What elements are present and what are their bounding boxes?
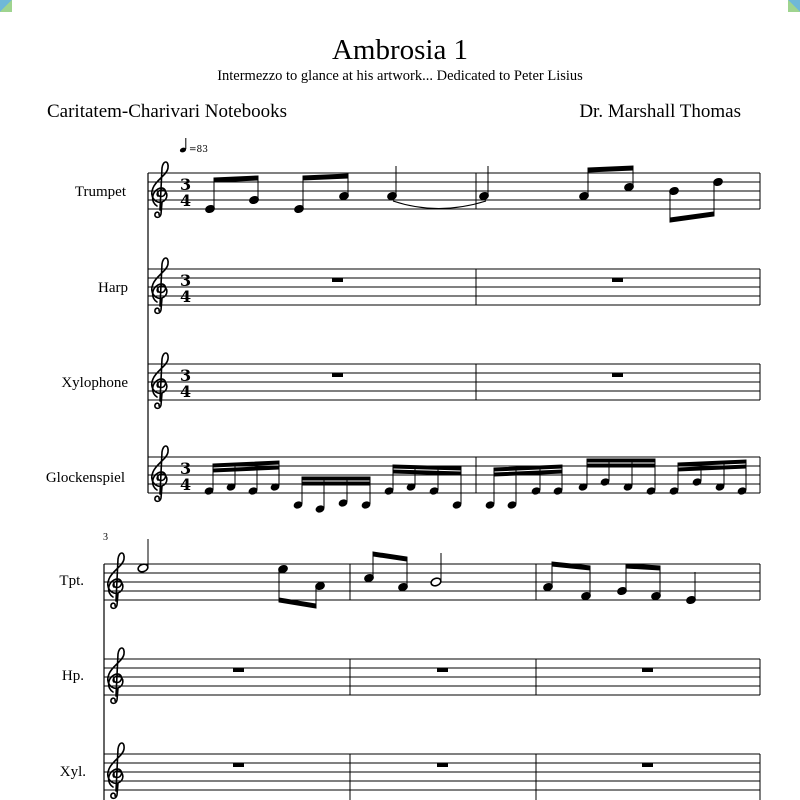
- svg-text:4: 4: [180, 287, 192, 306]
- svg-text:4: 4: [180, 475, 192, 494]
- instrument-label-tpt: Tpt.: [59, 573, 84, 589]
- instrument-label-harp: Harp: [98, 280, 128, 296]
- svg-text:3: 3: [180, 271, 192, 290]
- whole-rest-icon: [233, 668, 244, 672]
- composer-name: Dr. Marshall Thomas: [579, 101, 741, 122]
- staff-xylophone-2: [104, 743, 760, 800]
- instrument-label-xyl: Xyl.: [59, 764, 86, 780]
- instrument-label-trumpet: Trumpet: [74, 184, 126, 200]
- whole-rest-icon: [332, 278, 343, 282]
- whole-rest-icon: [332, 373, 343, 377]
- whole-rest-icon: [642, 668, 653, 672]
- score-title: Ambrosia 1: [331, 34, 469, 66]
- whole-rest-icon: [642, 763, 653, 767]
- tempo-label: =83: [189, 145, 208, 155]
- svg-text:4: 4: [180, 382, 192, 401]
- whole-rest-icon: [612, 278, 623, 282]
- staff-trumpet-2: [104, 539, 760, 608]
- staff-xylophone: [148, 353, 760, 408]
- measure-number: 3: [103, 532, 108, 543]
- svg-text:3: 3: [180, 459, 192, 478]
- svg-text:3: 3: [180, 366, 192, 385]
- time-sig-top: 3: [180, 175, 192, 194]
- page-scrollbar[interactable]: [794, 0, 800, 800]
- collection-name: Caritatem-Charivari Notebooks: [47, 101, 288, 122]
- whole-rest-icon: [233, 763, 244, 767]
- instrument-label-xylophone: Xylophone: [61, 375, 128, 391]
- tempo-marking: [179, 138, 208, 155]
- staff-harp: [148, 258, 760, 313]
- instrument-label-hp: Hp.: [61, 668, 84, 684]
- time-sig-bottom: 4: [180, 191, 192, 210]
- score-subtitle: Intermezzo to glance at his artwork... Dedicated to Peter Lisius: [217, 68, 583, 84]
- whole-rest-icon: [612, 373, 623, 377]
- instrument-label-glockenspiel: Glockenspiel: [45, 470, 125, 486]
- whole-rest-icon: [437, 763, 448, 767]
- whole-rest-icon: [437, 668, 448, 672]
- staff-glockenspiel: [148, 446, 760, 513]
- staff-harp-2: [104, 648, 760, 703]
- staff-trumpet: [148, 162, 760, 222]
